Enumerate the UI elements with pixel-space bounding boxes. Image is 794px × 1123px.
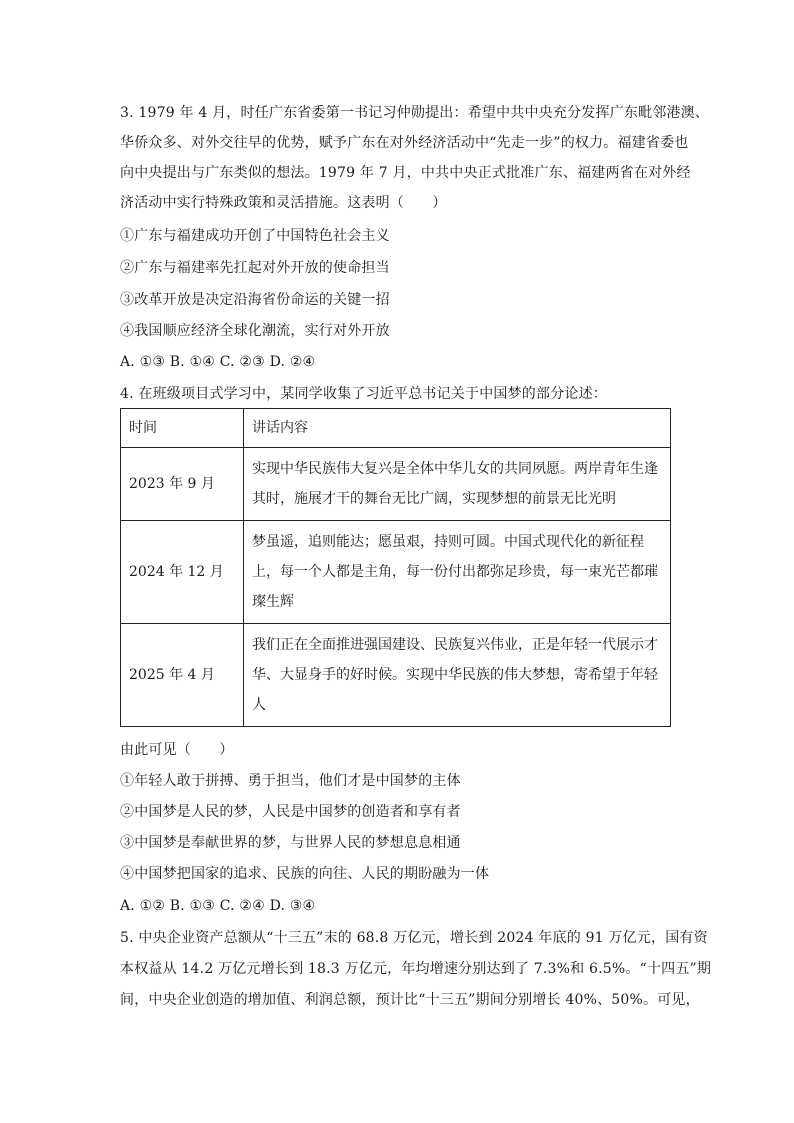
q3-option-3: ③改革开放是决定沿海省份命运的关键一招: [120, 292, 390, 308]
q3-stem-line-3: 向中央提出与广东类似的想法。1979 年 7 月，中共中央正式批准广东、福建两省在对外经: [120, 165, 691, 181]
table-cell-time: 2025 年 4 月: [121, 624, 244, 727]
q3-option-2: ②广东与福建率先扛起对外开放的使命担当: [120, 260, 390, 276]
q3-stem-line-4: 济活动中实行特殊政策和灵活措施。这表明（ ）: [120, 195, 447, 211]
q3-stem-line-1: 3. 1979 年 4 月，时任广东省委第一书记习仲勋提出：希望中共中央充分发挥广东毗邻港澳、: [120, 105, 710, 121]
q5-stem-line-2: 本权益从 14.2 万亿元增长到 18.3 万亿元，年均增速分别达到了 7.3%和 6.5%。“十四五”期: [120, 961, 712, 977]
q4-intro: 4. 在班级项目式学习中，某同学收集了习近平总书记关于中国梦的部分论述：: [120, 386, 608, 402]
q5-stem-line-3: 间，中央企业创造的增加值、利润总额，预计比“十三五”期间分别增长 40%、50%。可见，: [120, 992, 700, 1008]
speech-table: [120, 408, 671, 727]
q4-answer-choices: A. ①② B. ①③ C. ②④ D. ③④: [120, 898, 316, 914]
table-cell-time: 2023 年 9 月: [121, 448, 244, 521]
table-row: [121, 448, 671, 521]
q4-stem: 由此可见（ ）: [120, 742, 234, 758]
q3-answer-choices: A. ①③ B. ①④ C. ②③ D. ②④: [120, 354, 316, 370]
q4-option-2: ②中国梦是人民的梦，人民是中国梦的创造者和享有者: [120, 804, 461, 820]
table-header-row: [121, 409, 671, 448]
q3-option-4: ④我国顺应经济全球化潮流，实行对外开放: [120, 323, 390, 339]
table-row: [121, 521, 671, 624]
table-cell-content: 梦虽遥，追则能达；愿虽艰，持则可圆。中国式现代化的新征程上，每一个人都是主角，每一份付出都弥足珍贵，每一束光芒都璀璨生辉: [244, 521, 671, 624]
q3-option-1: ①广东与福建成功开创了中国特色社会主义: [120, 228, 390, 244]
q4-option-1: ①年轻人敢于拼搏、勇于担当，他们才是中国梦的主体: [120, 773, 461, 789]
table-cell-content: 我们正在全面推进强国建设、民族复兴伟业，正是年轻一代展示才华、大显身手的好时候。实现中华民族的伟大梦想，寄希望于年轻人: [244, 624, 671, 727]
table-header-content: 讲话内容: [244, 409, 671, 448]
table-row: [121, 624, 671, 727]
table-header-time: 时间: [121, 409, 244, 448]
q5-stem-line-1: 5. 中央企业资产总额从“十三五”末的 68.8 万亿元，增长到 2024 年底的 91 万亿元，国有资: [120, 930, 708, 946]
q4-option-3: ③中国梦是奉献世界的梦，与世界人民的梦想息息相通: [120, 835, 461, 851]
table-cell-time: 2024 年 12 月: [121, 521, 244, 624]
q4-option-4: ④中国梦把国家的追求、民族的向往、人民的期盼融为一体: [120, 866, 490, 882]
q3-stem-line-2: 华侨众多、对外交往早的优势，赋予广东在对外经济活动中“先走一步”的权力。福建省委也: [120, 135, 689, 151]
table-cell-content: 实现中华民族伟大复兴是全体中华儿女的共同夙愿。两岸青年生逢其时，施展才干的舞台无比广阔，实现梦想的前景无比光明: [244, 448, 671, 521]
